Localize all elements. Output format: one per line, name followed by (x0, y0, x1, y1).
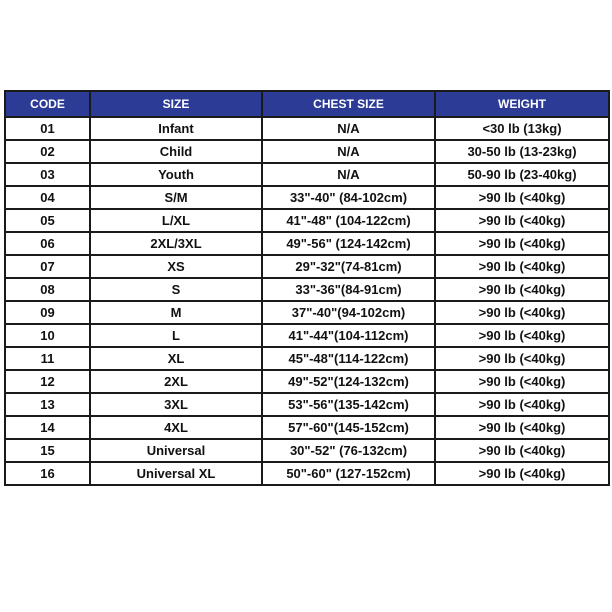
cell-size: L/XL (90, 209, 262, 232)
table-row (5, 186, 609, 209)
cell-chest-size: N/A (262, 163, 435, 186)
cell-size: 4XL (90, 416, 262, 439)
cell-size: Infant (90, 117, 262, 140)
header-chest-size: CHEST SIZE (262, 91, 435, 117)
table-row (5, 117, 609, 140)
cell-code: 14 (5, 416, 90, 439)
cell-code: 02 (5, 140, 90, 163)
table-row (5, 439, 609, 462)
cell-code: 13 (5, 393, 90, 416)
cell-size: S/M (90, 186, 262, 209)
cell-chest-size: 50"-60" (127-152cm) (262, 462, 435, 485)
cell-size: Child (90, 140, 262, 163)
table-body (5, 117, 609, 485)
table-row (5, 324, 609, 347)
cell-weight: >90 lb (<40kg) (435, 439, 609, 462)
cell-code: 10 (5, 324, 90, 347)
cell-size: S (90, 278, 262, 301)
cell-weight: >90 lb (<40kg) (435, 393, 609, 416)
cell-size: XS (90, 255, 262, 278)
cell-code: 04 (5, 186, 90, 209)
cell-size: Universal XL (90, 462, 262, 485)
size-chart-table (4, 90, 610, 486)
cell-code: 07 (5, 255, 90, 278)
cell-chest-size: N/A (262, 140, 435, 163)
cell-size: L (90, 324, 262, 347)
cell-code: 06 (5, 232, 90, 255)
cell-code: 01 (5, 117, 90, 140)
table-row (5, 370, 609, 393)
cell-chest-size: 41"-48" (104-122cm) (262, 209, 435, 232)
header-weight: WEIGHT (435, 91, 609, 117)
cell-code: 08 (5, 278, 90, 301)
table-row (5, 347, 609, 370)
cell-weight: >90 lb (<40kg) (435, 416, 609, 439)
cell-weight: >90 lb (<40kg) (435, 370, 609, 393)
table-row (5, 301, 609, 324)
cell-chest-size: 45"-48"(114-122cm) (262, 347, 435, 370)
cell-size: 2XL/3XL (90, 232, 262, 255)
cell-code: 12 (5, 370, 90, 393)
cell-chest-size: 41"-44"(104-112cm) (262, 324, 435, 347)
cell-size: Universal (90, 439, 262, 462)
table-row (5, 232, 609, 255)
table-row (5, 416, 609, 439)
cell-weight: >90 lb (<40kg) (435, 232, 609, 255)
cell-size: Youth (90, 163, 262, 186)
cell-weight: 30-50 lb (13-23kg) (435, 140, 609, 163)
cell-code: 16 (5, 462, 90, 485)
table-row (5, 255, 609, 278)
cell-chest-size: 49"-56" (124-142cm) (262, 232, 435, 255)
cell-weight: >90 lb (<40kg) (435, 324, 609, 347)
cell-weight: >90 lb (<40kg) (435, 186, 609, 209)
cell-chest-size: 37"-40"(94-102cm) (262, 301, 435, 324)
table-row (5, 278, 609, 301)
cell-chest-size: 29"-32"(74-81cm) (262, 255, 435, 278)
table-row (5, 393, 609, 416)
cell-weight: 50-90 lb (23-40kg) (435, 163, 609, 186)
table-row (5, 163, 609, 186)
cell-size: 2XL (90, 370, 262, 393)
cell-chest-size: N/A (262, 117, 435, 140)
cell-code: 11 (5, 347, 90, 370)
header-row (5, 91, 609, 117)
cell-weight: >90 lb (<40kg) (435, 255, 609, 278)
cell-chest-size: 57"-60"(145-152cm) (262, 416, 435, 439)
table-row (5, 140, 609, 163)
cell-weight: >90 lb (<40kg) (435, 462, 609, 485)
cell-weight: >90 lb (<40kg) (435, 278, 609, 301)
table-row (5, 462, 609, 485)
cell-chest-size: 33"-40" (84-102cm) (262, 186, 435, 209)
table-header (5, 91, 609, 117)
header-code: CODE (5, 91, 90, 117)
cell-chest-size: 33"-36"(84-91cm) (262, 278, 435, 301)
cell-chest-size: 30"-52" (76-132cm) (262, 439, 435, 462)
cell-code: 05 (5, 209, 90, 232)
cell-weight: >90 lb (<40kg) (435, 209, 609, 232)
header-size: SIZE (90, 91, 262, 117)
cell-chest-size: 49"-52"(124-132cm) (262, 370, 435, 393)
cell-code: 09 (5, 301, 90, 324)
cell-code: 03 (5, 163, 90, 186)
table-row (5, 209, 609, 232)
cell-size: 3XL (90, 393, 262, 416)
cell-code: 15 (5, 439, 90, 462)
cell-size: M (90, 301, 262, 324)
cell-weight: <30 lb (13kg) (435, 117, 609, 140)
cell-size: XL (90, 347, 262, 370)
cell-weight: >90 lb (<40kg) (435, 347, 609, 370)
cell-chest-size: 53"-56"(135-142cm) (262, 393, 435, 416)
cell-weight: >90 lb (<40kg) (435, 301, 609, 324)
